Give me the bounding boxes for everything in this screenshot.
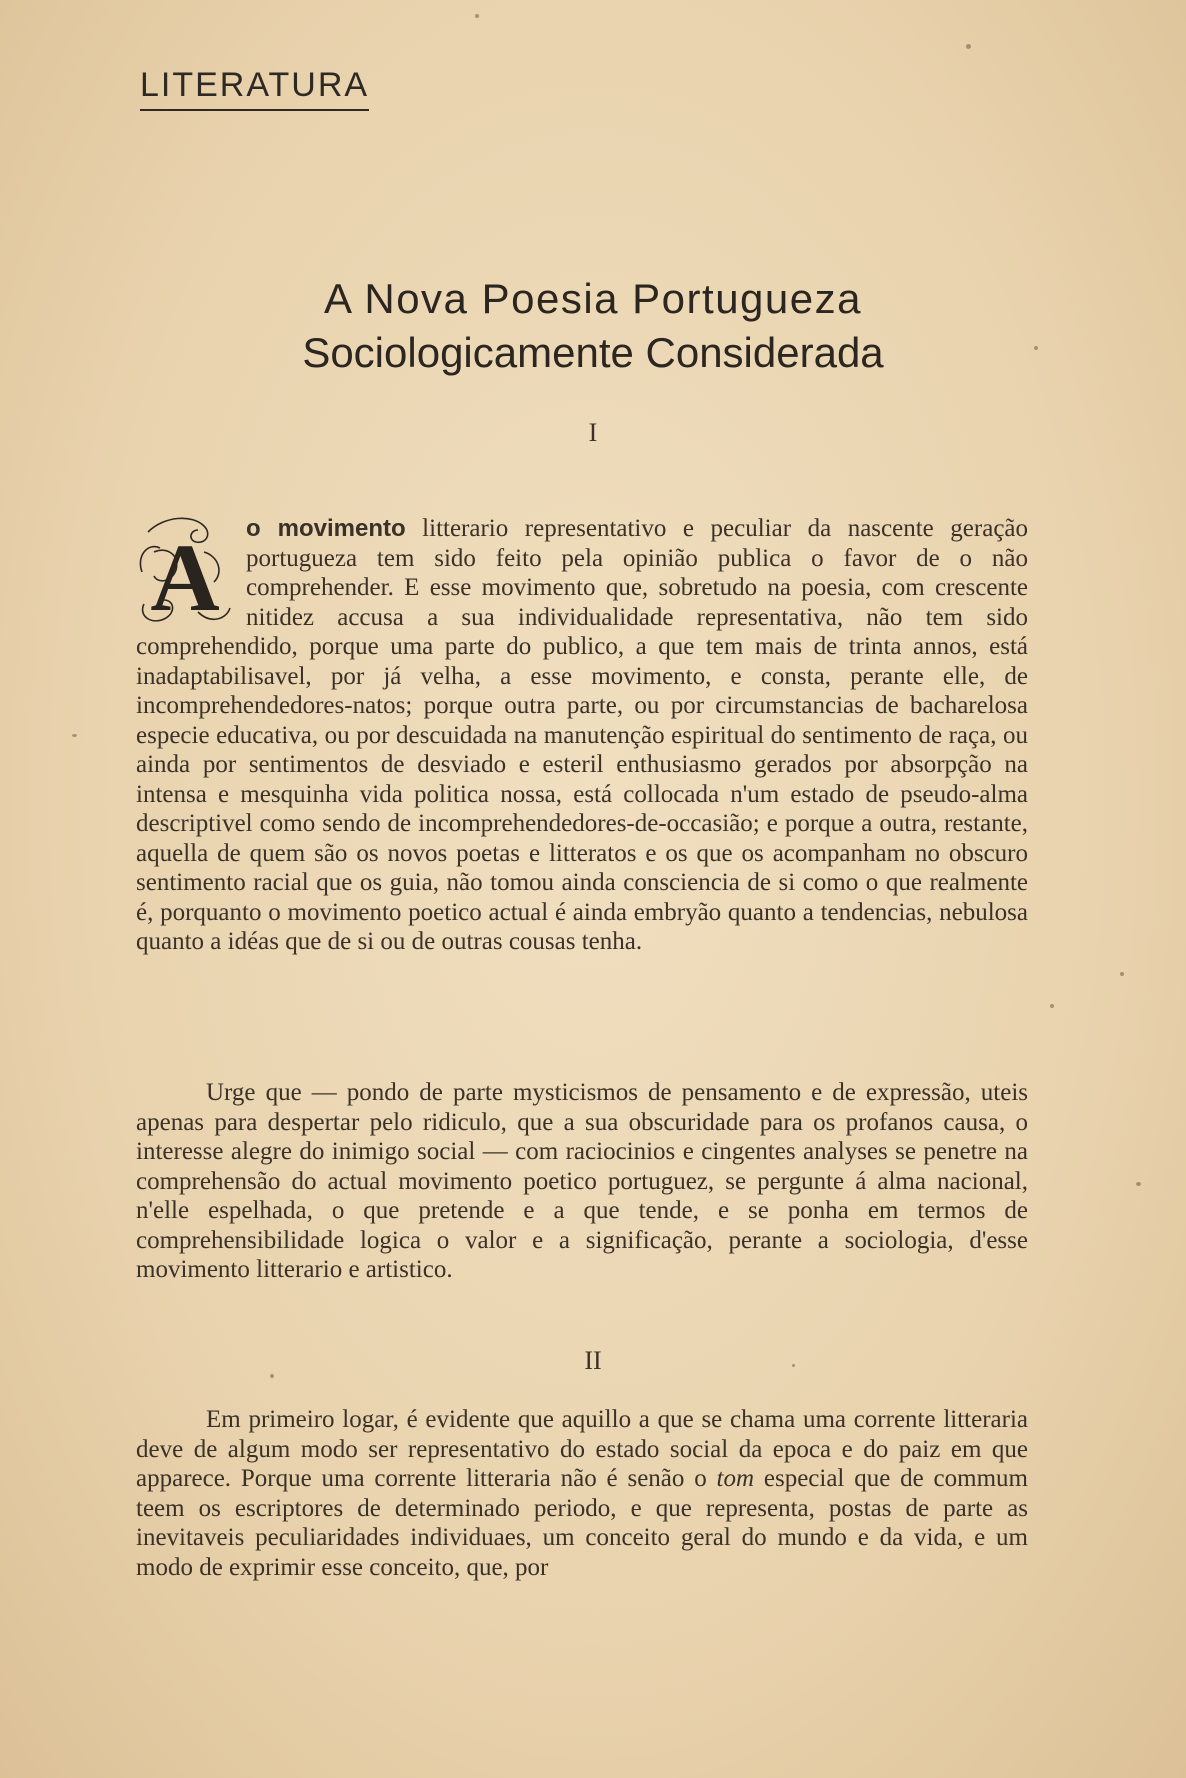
paragraph-3 <box>136 1405 1028 1582</box>
dropcap-letter: A <box>150 524 220 630</box>
section-numeral-2: II <box>584 1346 602 1375</box>
paper-speck <box>475 14 479 18</box>
paragraph-1-lead-words: o movimento <box>246 515 406 542</box>
paragraph-3-italic-word: tom <box>716 1465 755 1492</box>
paper-speck <box>1136 1182 1141 1186</box>
article-title-line-1: A Nova Poesia Portugueza <box>324 275 862 322</box>
ornamental-dropcap-icon <box>134 512 236 630</box>
paper-speck <box>792 1364 795 1367</box>
paper-speck <box>270 1374 274 1378</box>
paragraph-1-text: litterario representativo e peculiar da nascente geração portugueza tem sido feito pela opinião publica o favor de o não comprehender. E esse movimento que, sobretudo na poesia, com crescente nitidez accusa a sua individualidade representativa, não tem sido comprehendido, porque uma parte do publico, a que tem mais de trinta annos, está inadaptabilisavel, por já velha, a esse movimento, e consta, perante elle, de incomprehendedores-natos; porque outra parte, ou por circumstancias de bacharelosa especie educativa, ou por descuidada na manutenção espiritual do sentimento de raça, ou ainda por sentimentos de desviado e esteril enthusiasmo gerados por absorpção na intensa e mesquinha vida politica nossa, está collocada n'um estado de pseudo-alma descriptivel como sendo de incomprehendedores-de-occasião; e porque a outra, restante, aquella de quem são os novos poetas e litteratos e os que os acompanham no obscuro sentimento racial que os guia, não tomou ainda consciencia de si como o que realmente é, porquanto o movimento poetico actual é ainda embryão quanto a tendencias, nebulosa quanto a idéas que de si ou de outras cousas tenha. <box>136 515 1029 955</box>
paper-speck <box>72 734 77 737</box>
paper-speck <box>1034 346 1038 350</box>
paragraph-3-text-end: especial que de commum teem os escriptores de determinado periodo, e que representa, postas de parte as inevitaveis peculiaridades individuaes, um conceito geral do mundo e da vida, e um modo de exprimir esse conceito, que, por <box>136 1465 1028 1581</box>
section-numeral-1: I <box>588 418 598 447</box>
paper-speck <box>1120 972 1124 976</box>
section-heading: LITERATURA <box>140 66 369 111</box>
article-title-line-2: Sociologicamente Considerada <box>302 329 884 376</box>
paragraph-2: Urge que — pondo de parte mysticismos de pensamento e de expressão, uteis apenas para despertar pelo ridiculo, que a sua obscuridade para os profanos causa, o interesse alegre do inimigo social — com raciocinios e cingentes analyses se penetre na comprehensão do actual movimento poetico portuguez, se pergunte á alma nacional, n'elle espelhada, o que pretende e a que tende, e se ponha em termos de comprehensibilidade logica o valor e a significação, perante a sociologia, d'esse movimento litterario e artistico. <box>136 1079 1028 1283</box>
paper-speck <box>966 44 971 49</box>
paragraph-1 <box>136 514 1028 957</box>
paragraph-3-text-start: Em primeiro logar, é evidente que aquillo a que se chama uma corrente litteraria deve de algum modo ser representativo do estado social da epoca e do paiz em que apparece. Porque uma corrente litteraria não é senão o <box>136 1406 1028 1492</box>
paper-speck <box>1050 1004 1054 1008</box>
